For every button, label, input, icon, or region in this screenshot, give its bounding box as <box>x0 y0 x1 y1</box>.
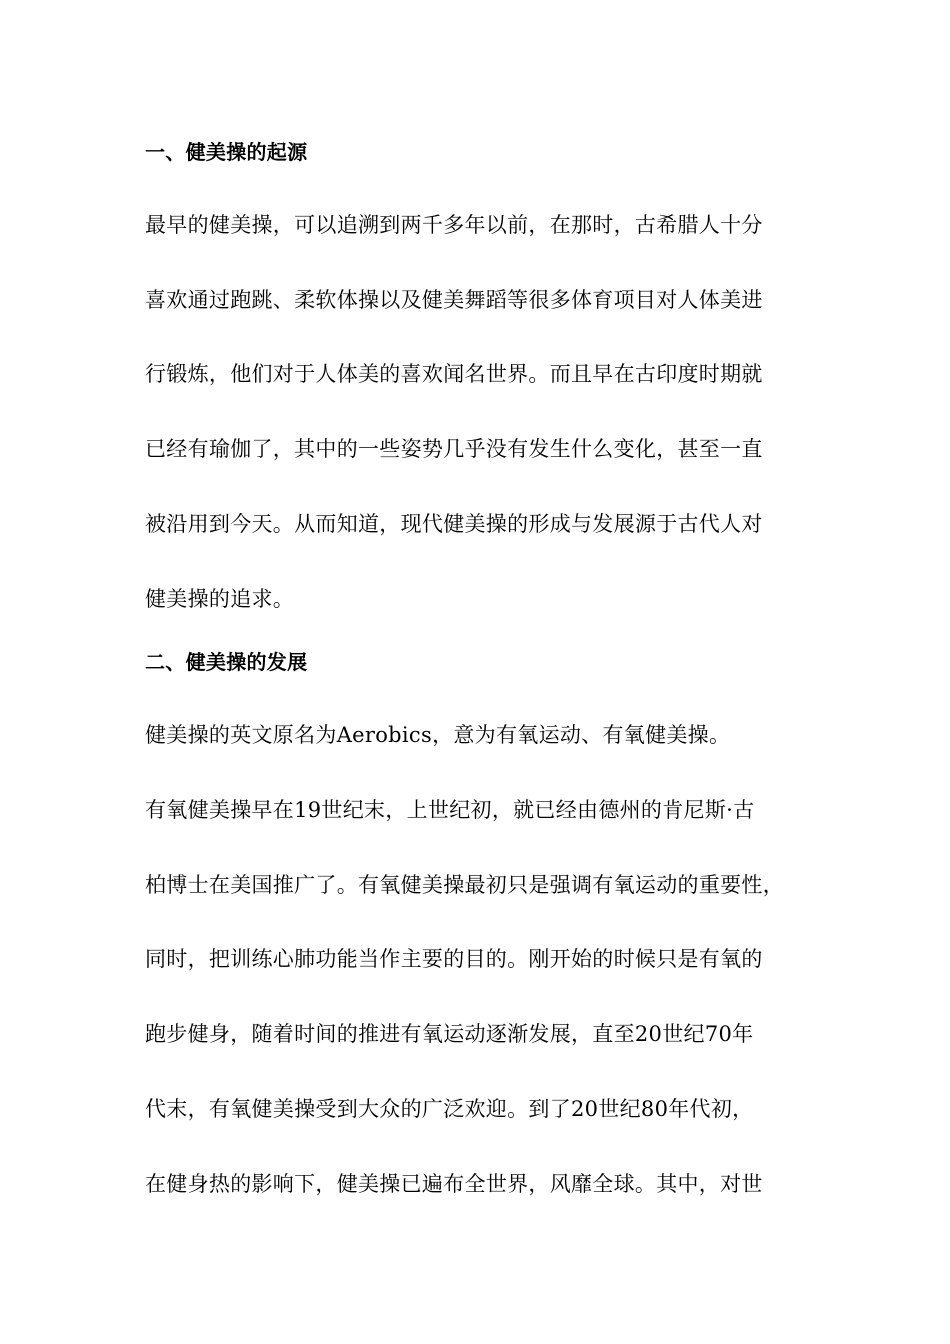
section-heading-development: 二、健美操的发展 <box>145 650 308 674</box>
paragraph-line: 行锻炼，他们对于人体美的喜欢闻名世界。而且早在古印度时期就 <box>145 362 763 386</box>
paragraph-line: 最早的健美操，可以追溯到两千多年以前，在那时，古希腊人十分 <box>145 213 763 237</box>
paragraph-line: 在健身热的影响下，健美操已遍布全世界，风靡全球。其中，对世 <box>145 1172 763 1196</box>
paragraph-line: 跑步健身，随着时间的推进有氧运动逐渐发展，直至20世纪70年 <box>145 1022 754 1046</box>
paragraph-line: 被沿用到今天。从而知道，现代健美操的形成与发展源于古代人对 <box>145 512 763 536</box>
section-heading-origin: 一、健美操的起源 <box>145 140 308 164</box>
paragraph-line: 健美操的追求。 <box>145 587 295 611</box>
paragraph-line: 有氧健美操早在19世纪末，上世纪初，就已经由德州的肯尼斯·古 <box>145 798 755 822</box>
paragraph-line: 健美操的英文原名为Aerobics，意为有氧运动、有氧健美操。 <box>145 723 731 747</box>
paragraph-line: 代末，有氧健美操受到大众的广泛欢迎。到了20世纪80年代初， <box>145 1097 754 1121</box>
paragraph-line: 已经有瑜伽了，其中的一些姿势几乎没有发生什么变化，甚至一直 <box>145 437 763 461</box>
paragraph-line: 同时，把训练心肺功能当作主要的目的。刚开始的时候只是有氧的 <box>145 947 763 971</box>
paragraph-line: 柏博士在美国推广了。有氧健美操最初只是强调有氧运动的重要性， <box>145 873 784 897</box>
paragraph-line: 喜欢通过跑跳、柔软体操以及健美舞蹈等很多体育项目对人体美进 <box>145 288 763 312</box>
